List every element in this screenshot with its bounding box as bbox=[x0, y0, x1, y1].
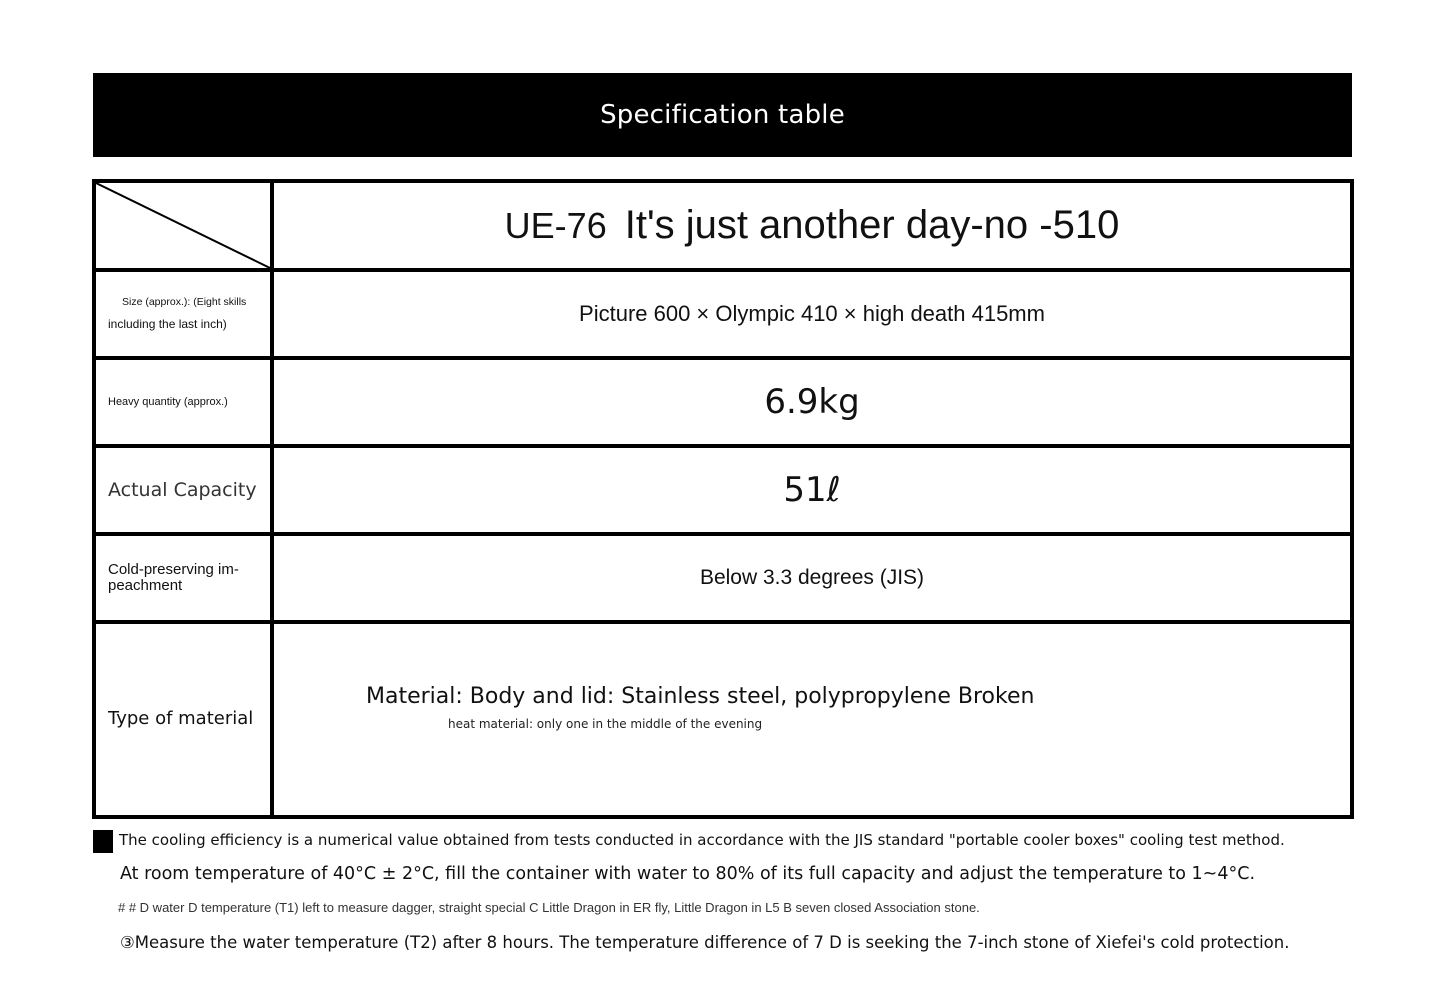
note-1: The cooling efficiency is a numerical value obtained from tests conducted in accordance with the JIS standard "portable cooler boxes" cooling test method. bbox=[119, 831, 1285, 849]
diagonal-line bbox=[96, 183, 270, 268]
cold-value: Below 3.3 degrees (JIS) bbox=[272, 534, 1352, 622]
model-name: It's just another day-no -510 bbox=[624, 203, 1120, 247]
model-cell bbox=[272, 181, 1352, 270]
weight-value: 6.9kg bbox=[272, 358, 1352, 446]
weight-label: Heavy quantity (approx.) bbox=[94, 358, 272, 446]
table-row bbox=[94, 358, 1352, 446]
material-line2: heat material: only one in the middle of the evening bbox=[448, 717, 763, 731]
note-4: ③Measure the water temperature (T2) after 8 hours. The temperature difference of 7 D is seeking the 7-inch stone of Xiefei's cold protection. bbox=[120, 933, 1290, 952]
table-row bbox=[94, 446, 1352, 534]
size-label-line1: Size (approx.): (Eight skills bbox=[122, 295, 247, 308]
note-2: At room temperature of 40°C ± 2°C, fill the container with water to 80% of its full capacity and adjust the temperature to 1~4°C. bbox=[120, 864, 1256, 884]
material-value bbox=[272, 622, 1352, 817]
note-3: # # D water D temperature (T1) left to measure dagger, straight special C Little Dragon in ER fly, Little Dragon in L5 B seven closed Association stone. bbox=[118, 900, 980, 915]
cold-label: Cold-preserving im-peachment bbox=[94, 534, 272, 622]
material-line1: Material: Body and lid: Stainless steel, polypropylene Broken bbox=[366, 684, 1035, 709]
page-title: Specification table bbox=[600, 100, 845, 130]
material-label: Type of material bbox=[94, 622, 272, 817]
table-row bbox=[94, 270, 1352, 358]
spec-table bbox=[92, 179, 1354, 819]
header-banner bbox=[93, 73, 1352, 157]
model-code: UE-76 bbox=[504, 205, 607, 246]
diagonal-corner-cell bbox=[94, 181, 272, 270]
table-row bbox=[94, 534, 1352, 622]
capacity-label: Actual Capacity bbox=[94, 446, 272, 534]
size-label-line2: including the last inch) bbox=[108, 316, 227, 331]
size-value: Picture 600 × Olympic 410 × high death 415mm bbox=[272, 270, 1352, 358]
table-row bbox=[94, 622, 1352, 817]
size-label bbox=[94, 270, 272, 358]
table-header-row bbox=[94, 181, 1352, 270]
capacity-value: 51ℓ bbox=[272, 446, 1352, 534]
square-bullet-icon bbox=[93, 830, 113, 853]
